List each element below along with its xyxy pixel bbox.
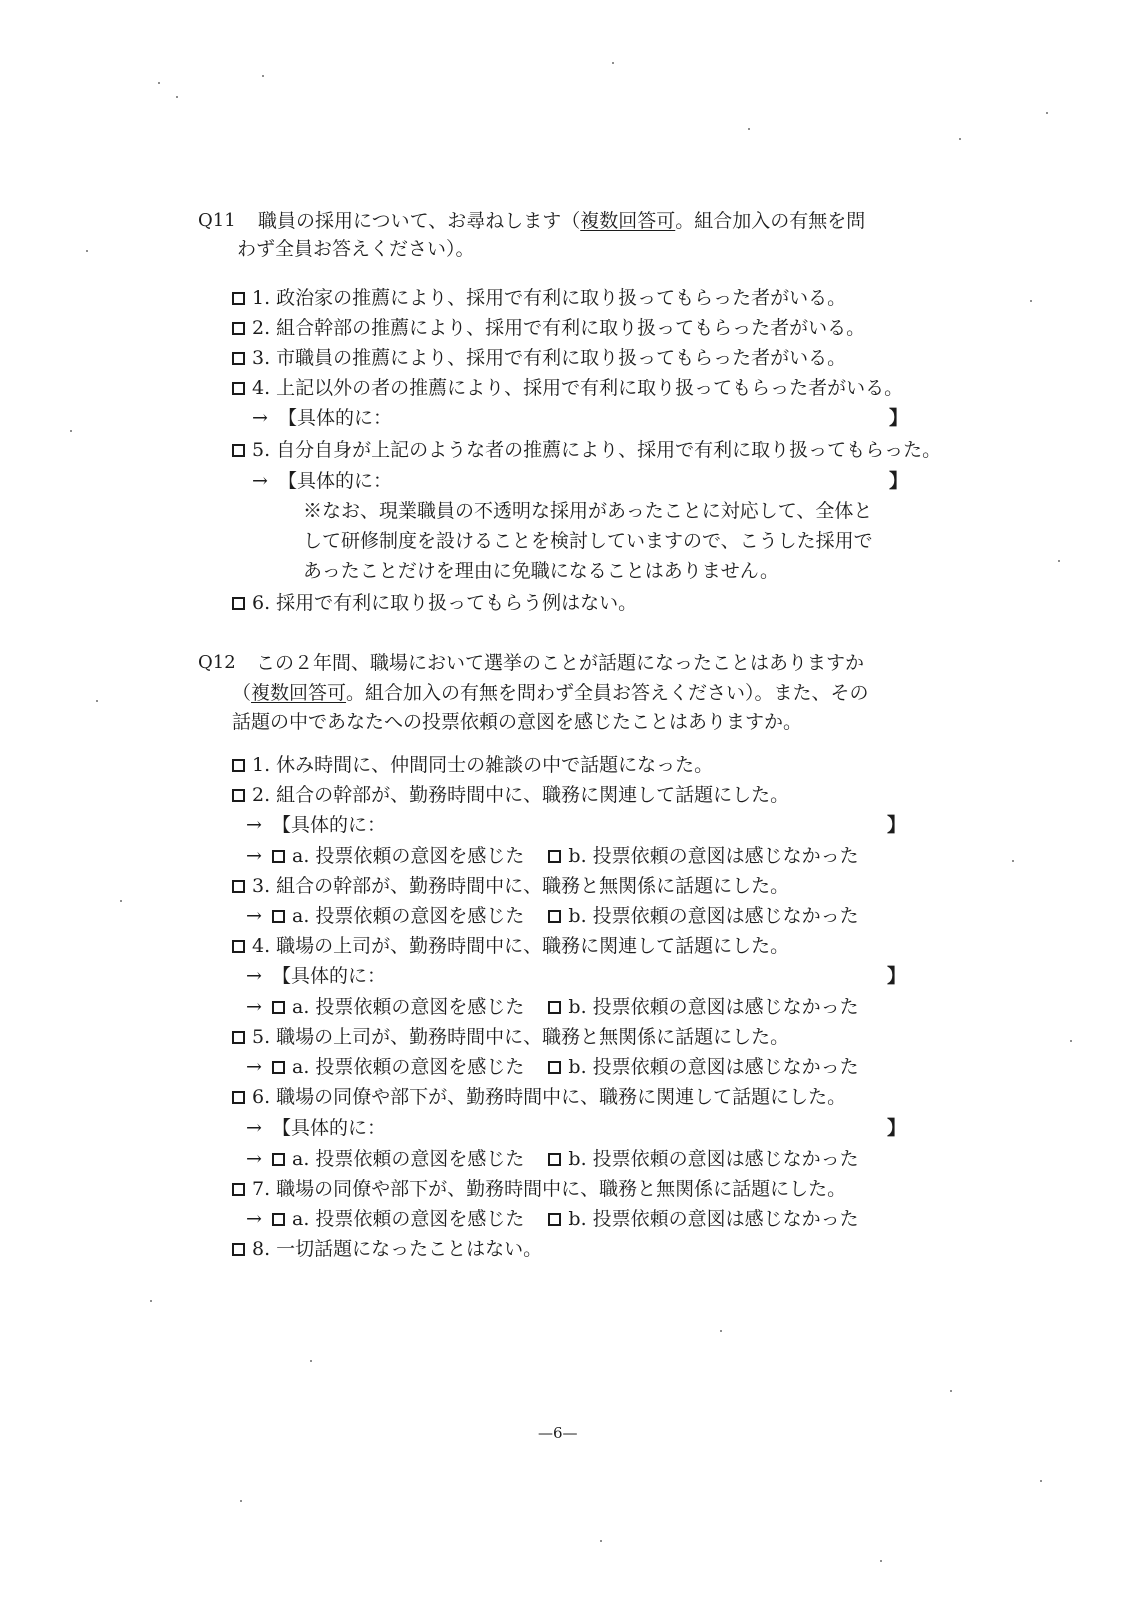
checkbox[interactable] <box>232 1031 245 1044</box>
ab-choice-row[interactable]: → a. 投票依頼の意図を感じた b. 投票依頼の意図は感じなかった <box>246 845 859 867</box>
q12-text-line3: 話題の中であなたへの投票依頼の意図を感じたことはありますか。 <box>232 711 803 733</box>
checkbox[interactable] <box>232 292 245 305</box>
checkbox[interactable] <box>232 1243 245 1256</box>
checkbox-a[interactable] <box>272 1213 285 1226</box>
q11-option-2[interactable]: 2. 組合幹部の推薦により、採用で有利に取り扱ってもらった者がいる。 <box>232 315 865 341</box>
ab-choice-row[interactable]: → a. 投票依頼の意図を感じた b. 投票依頼の意図は感じなかった <box>246 905 859 927</box>
checkbox[interactable] <box>232 940 245 953</box>
q12-text-line2: （複数回答可。組合加入の有無を問わず全員お答えください）。また、その <box>232 682 869 704</box>
ab-choice-row[interactable]: → a. 投票依頼の意図を感じた b. 投票依頼の意図は感じなかった <box>246 1208 859 1230</box>
q12-option-5[interactable]: 5. 職場の上司が、勤務時間中に、職務と無関係に話題にした。 <box>232 1024 789 1050</box>
specific-input-row[interactable]: → 【具体的に： <box>246 1117 387 1139</box>
q11-note-line2: して研修制度を設けることを検討していますので、こうした採用で <box>303 530 873 552</box>
q11-option-4[interactable]: 4. 上記以外の者の推薦により、採用で有利に取り扱ってもらった者がいる。 <box>232 375 903 401</box>
q11-option-5[interactable]: 5. 自分自身が上記のような者の推薦により、採用で有利に取り扱ってもらった。 <box>232 437 941 463</box>
q12-option-3[interactable]: 3. 組合の幹部が、勤務時間中に、職務と無関係に話題にした。 <box>232 873 789 899</box>
bracket-close: 】 <box>887 965 907 987</box>
checkbox-b[interactable] <box>548 850 561 863</box>
checkbox-a[interactable] <box>272 1153 285 1166</box>
q11-note-line1: ※なお、現業職員の不透明な採用があったことに対応して、全体と <box>303 500 873 522</box>
checkbox-b[interactable] <box>548 1213 561 1226</box>
checkbox[interactable] <box>232 759 245 772</box>
q11-option-6[interactable]: 6. 採用で有利に取り扱ってもらう例はない。 <box>232 590 637 616</box>
checkbox-b[interactable] <box>548 910 561 923</box>
q12-option-1[interactable]: 1. 休み時間に、仲間同士の雑談の中で話題になった。 <box>232 752 713 778</box>
checkbox-b[interactable] <box>548 1061 561 1074</box>
checkbox[interactable] <box>232 880 245 893</box>
bracket-close: 】 <box>889 407 909 429</box>
q11-option-3[interactable]: 3. 市職員の推薦により、採用で有利に取り扱ってもらった者がいる。 <box>232 345 846 371</box>
checkbox-a[interactable] <box>272 1061 285 1074</box>
checkbox-b[interactable] <box>548 1153 561 1166</box>
checkbox[interactable] <box>232 1183 245 1196</box>
q12-number: Q12 <box>198 652 236 673</box>
q12-text-line1: この２年間、職場において選挙のことが話題になったことはありますか <box>256 652 865 674</box>
bracket-close: 】 <box>887 1117 907 1139</box>
q11-text-line1: 職員の採用について、お尋ねします（複数回答可。組合加入の有無を問 <box>258 210 866 232</box>
checkbox[interactable] <box>232 789 245 802</box>
checkbox-b[interactable] <box>548 1001 561 1014</box>
page-number: —6— <box>538 1424 578 1442</box>
q11-number: Q11 <box>198 210 236 231</box>
checkbox[interactable] <box>232 352 245 365</box>
checkbox[interactable] <box>232 597 245 610</box>
checkbox[interactable] <box>232 382 245 395</box>
q12-option-7[interactable]: 7. 職場の同僚や部下が、勤務時間中に、職務と無関係に話題にした。 <box>232 1176 846 1202</box>
checkbox-a[interactable] <box>272 910 285 923</box>
ab-choice-row[interactable]: → a. 投票依頼の意図を感じた b. 投票依頼の意図は感じなかった <box>246 1148 859 1170</box>
checkbox-a[interactable] <box>272 1001 285 1014</box>
ab-choice-row[interactable]: → a. 投票依頼の意図を感じた b. 投票依頼の意図は感じなかった <box>246 1056 859 1078</box>
q12-option-4[interactable]: 4. 職場の上司が、勤務時間中に、職務に関連して話題にした。 <box>232 933 789 959</box>
bracket-close: 】 <box>887 814 907 836</box>
specific-input-row[interactable]: → 【具体的に： <box>246 965 387 987</box>
checkbox[interactable] <box>232 1091 245 1104</box>
q11-option-1[interactable]: 1. 政治家の推薦により、採用で有利に取り扱ってもらった者がいる。 <box>232 285 846 311</box>
q12-option-6[interactable]: 6. 職場の同僚や部下が、勤務時間中に、職務に関連して話題にした。 <box>232 1084 846 1110</box>
q12-option-8[interactable]: 8. 一切話題になったことはない。 <box>232 1236 542 1262</box>
q11-note-line3: あったことだけを理由に免職になることはありません。 <box>303 560 779 582</box>
q11-text-line2: わず全員お答えください）。 <box>237 238 475 260</box>
checkbox[interactable] <box>232 444 245 457</box>
specific-input-row[interactable]: → 【具体的に： <box>252 470 393 492</box>
q12-option-2[interactable]: 2. 組合の幹部が、勤務時間中に、職務に関連して話題にした。 <box>232 782 789 808</box>
checkbox[interactable] <box>232 322 245 335</box>
bracket-close: 】 <box>889 470 909 492</box>
specific-input-row[interactable]: → 【具体的に： <box>246 814 387 836</box>
ab-choice-row[interactable]: → a. 投票依頼の意図を感じた b. 投票依頼の意図は感じなかった <box>246 996 859 1018</box>
checkbox-a[interactable] <box>272 850 285 863</box>
specific-input-row[interactable]: → 【具体的に： <box>252 407 393 429</box>
